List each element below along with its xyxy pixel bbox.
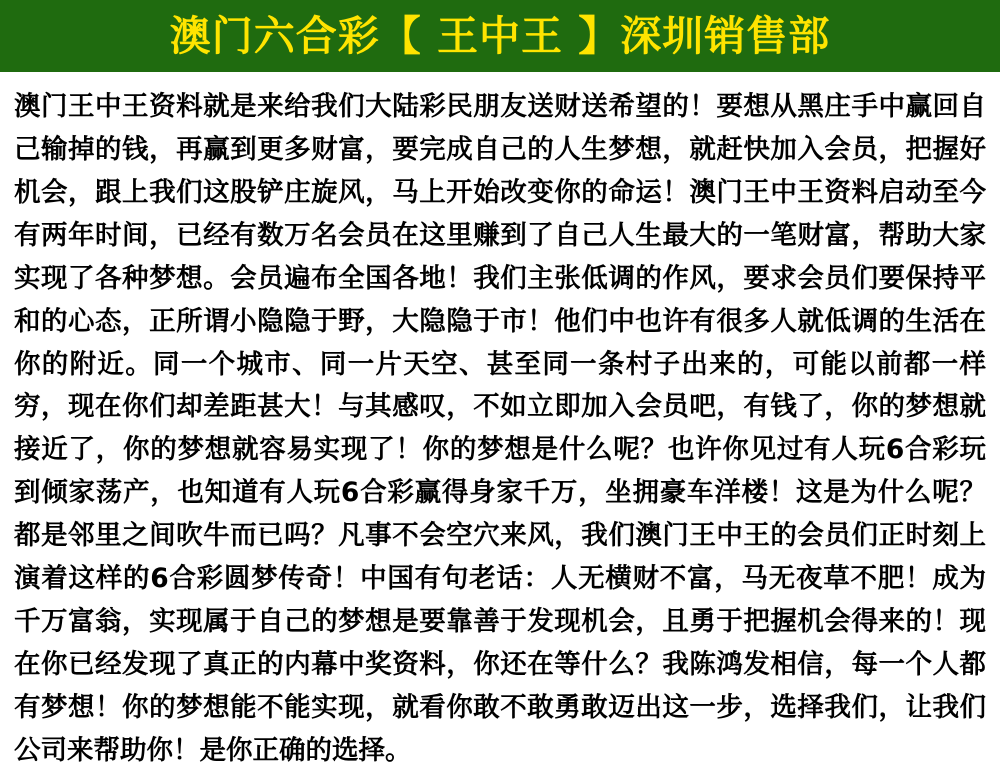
page-title: 澳门六合彩【 王中王 】深圳销售部: [169, 11, 831, 60]
article-paragraph: 澳门王中王资料就是来给我们大陆彩民朋友送财送希望的！要想从黑庄手中赢回自己输掉的钱，再赢到更多财富，要完成自己的人生梦想，就赶快加入会员，把握好机会，跟上我们这股铲庄旋风，马上开始改变你的命运！澳门王中王资料启动至今有两年时间，已经有数万名会员在这里赚到了自己人生最大的一笔财富，帮助大家实现了各种梦想。会员遍布全国各地！我们主张低调的作风，要求会员们要保持平和的心态，正所谓小隐隐于野，大隐隐于市！他们中也许有很多人就低调的生活在你的附近。同一个城市、同一片天空、甚至同一条村子出来的，可能以前都一样穷，现在你们却差距甚大！与其感叹，不如立即加入会员吧，有钱了，你的梦想就接近了，你的梦想就容易实现了！你的梦想是什么呢？也许你见过有人玩6合彩玩到倾家荡产，也知道有人玩6合彩赢得身家千万，坐拥豪车洋楼！这是为什么呢？都是邻里之间吹牛而已吗？凡事不会空穴来风，我们澳门王中王的会员们正时刻上演着这样的6合彩圆梦传奇！中国有句老话：人无横财不富，马无夜草不肥！成为千万富翁，实现属于自己的梦想是要靠善于发现机会，且勇于把握机会得来的！现在你已经发现了真正的内幕中奖资料，你还在等什么？我陈鸿发相信，每一个人都有梦想！你的梦想能不能实现，就看你敢不敢勇敢迈出这一步，选择我们，让我们公司来帮助你！是你正确的选择。: [14, 91, 986, 766]
content-area: [0, 72, 1000, 779]
header-banner: [0, 0, 1000, 72]
